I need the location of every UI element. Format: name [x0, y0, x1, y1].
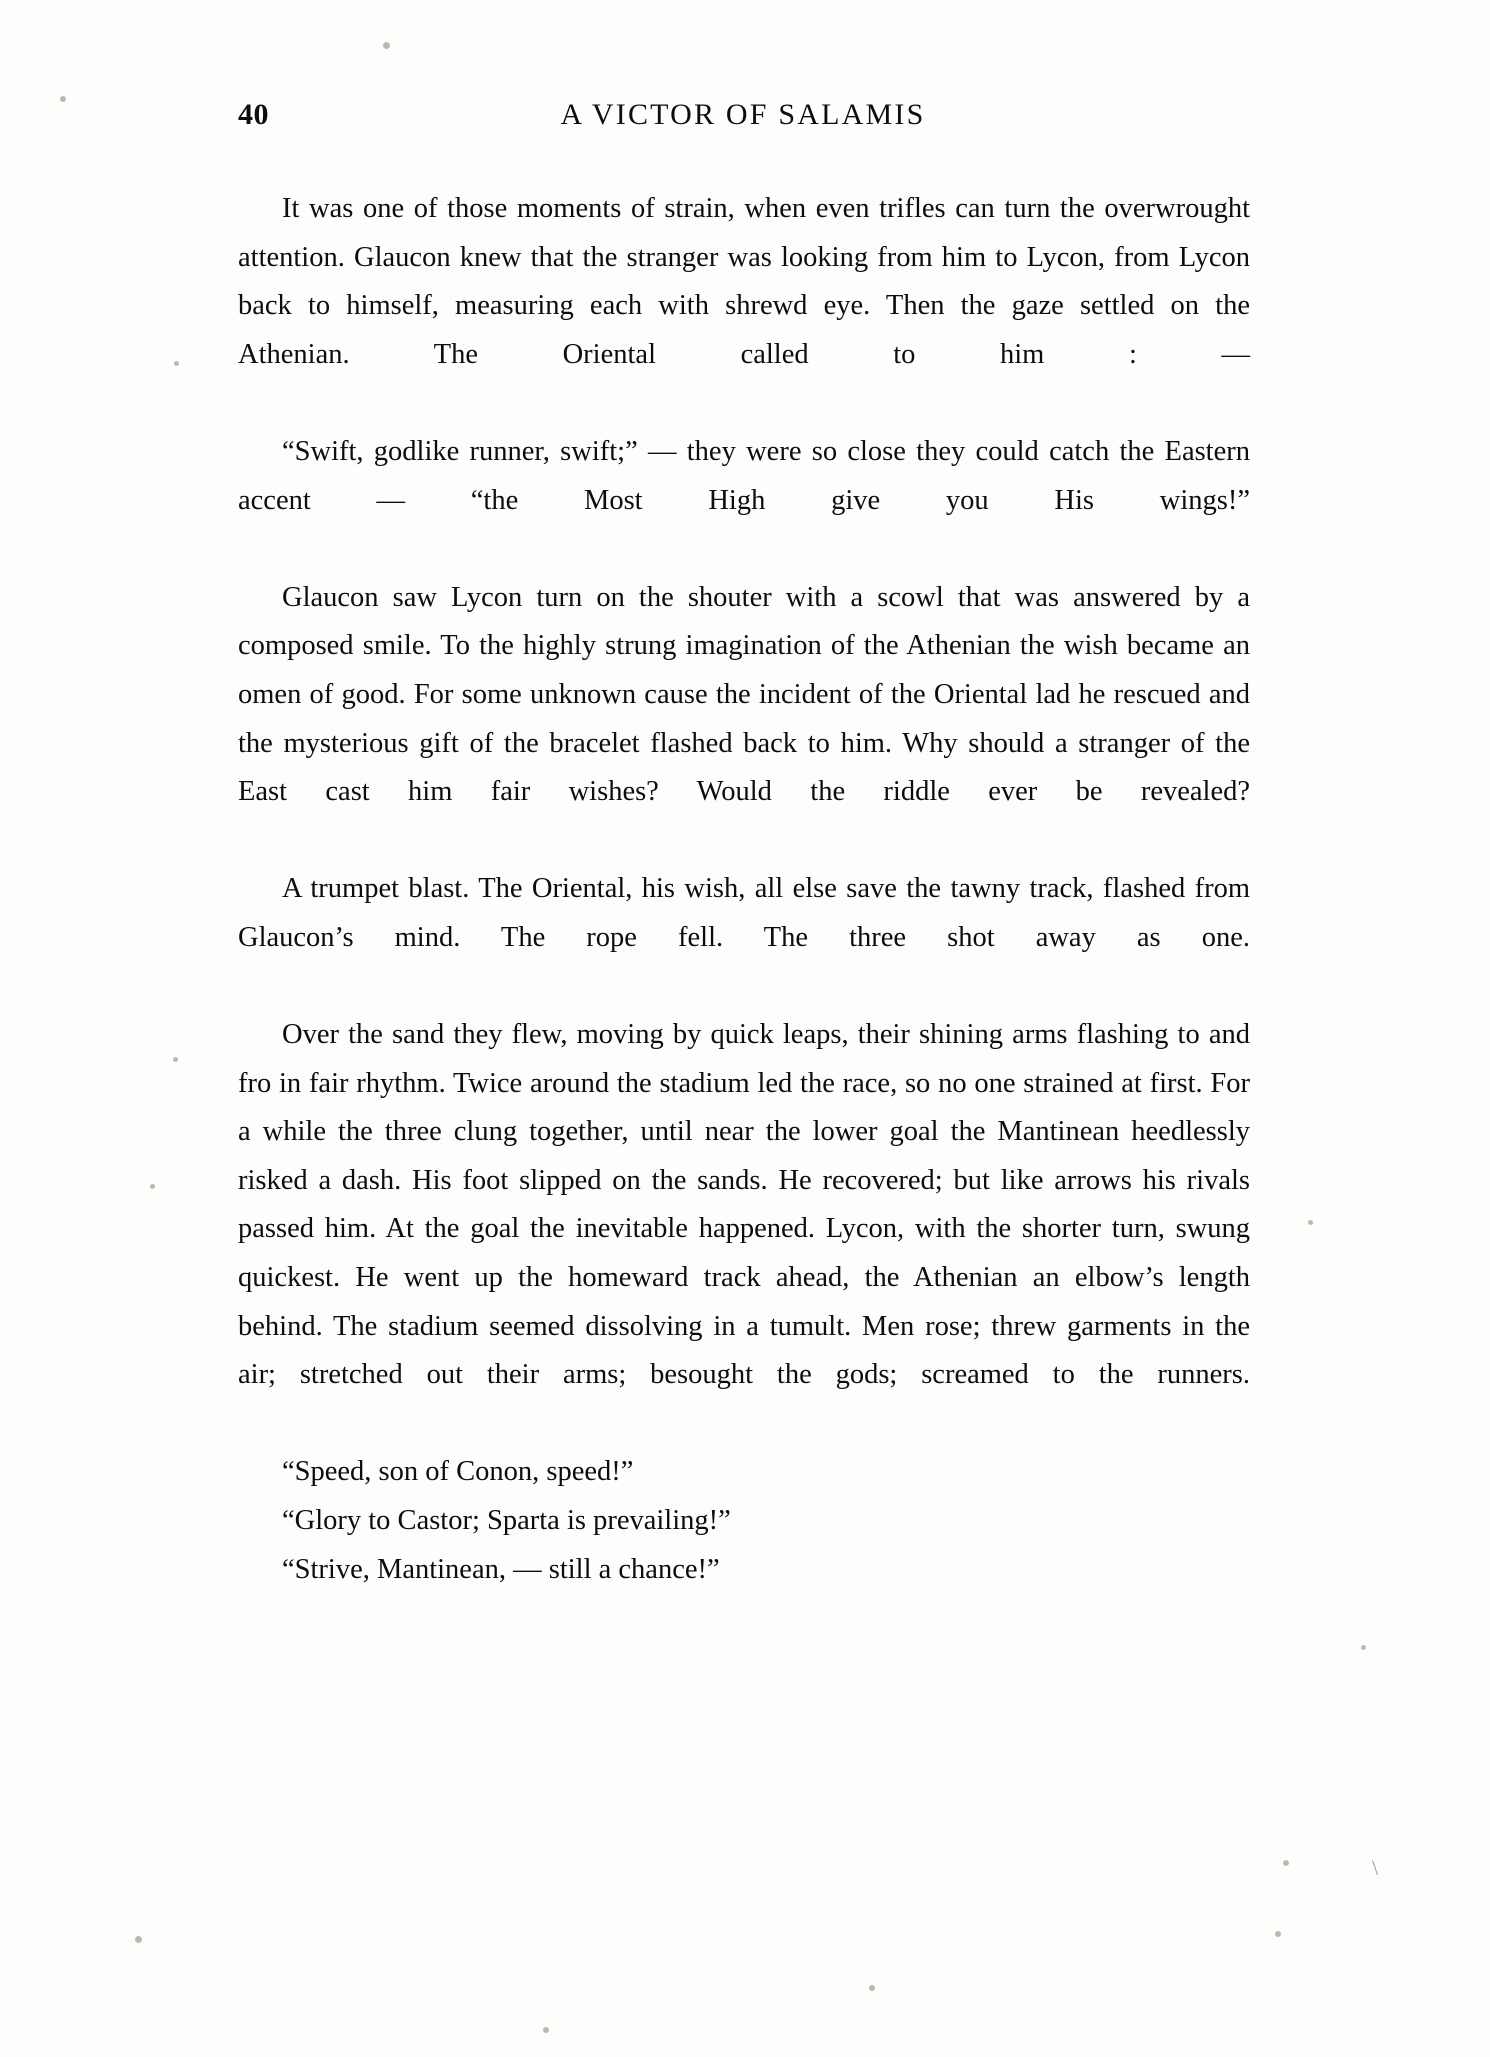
paragraph: Glaucon saw Lycon turn on the shouter with a scowl that was answered by a composed smile. To the highly strung imagination of the Athenian the wish became an omen of good. For some unknown cause the incident of the Oriental lad he rescued and the mysterious gift of the bracelet flashed back to him. Why should a stranger of the East cast him fair wishes? Would the riddle ever be revealed? — [238, 581, 1250, 808]
paper-speck — [173, 1057, 178, 1062]
stray-ink-mark: \ — [1372, 1855, 1379, 1880]
page-header — [238, 98, 1248, 138]
paper-speck — [1275, 1931, 1281, 1937]
paper-speck — [135, 1936, 142, 1943]
paper-speck — [1361, 1645, 1366, 1650]
paper-speck — [869, 1985, 875, 1991]
dialogue-line: “Glory to Castor; Sparta is prevailing!” — [282, 1505, 731, 1537]
page-number: 40 — [238, 98, 269, 131]
paragraph: Over the sand they flew, moving by quick leaps, their shining arms flashing to and fro in fair rhythm. Twice around the stadium led the race, so no one strained at first. For a while the three clung together, until near the lower goal the Mantinean heedlessly risked a dash. His foot slipped on the sands. He recovered; but like arrows his rivals passed him. At the goal the inevitable happened. Lycon, with the shorter turn, swung quickest. He went up the homeward track ahead, the Athenian an elbow’s length behind. The stadium seemed dissolving in a tumult. Men rose; threw garments in the air; stretched out their arms; besought the gods; screamed to the runners. — [238, 1019, 1250, 1391]
body-text — [238, 185, 1250, 1594]
dialogue-line: “Strive, Mantinean, — still a chance!” — [282, 1553, 720, 1585]
paper-speck — [383, 42, 390, 49]
dialogue-line: “Speed, son of Conon, speed!” — [282, 1456, 634, 1488]
paper-speck — [60, 96, 66, 102]
paragraph: A trumpet blast. The Oriental, his wish, all else save the tawny track, flashed from Glaucon’s mind. The rope fell. The three shot away as one. — [238, 873, 1250, 953]
paper-speck — [1283, 1860, 1289, 1866]
paragraph: It was one of those moments of strain, when even trifles can turn the overwrought attention. Glaucon knew that the stranger was looking from him to Lycon, from Lycon back to himself, measuring each with shrewd eye. Then the gaze settled on the Athenian. The Oriental called to him : — — [238, 193, 1250, 370]
running-title: A VICTOR OF SALAMIS — [560, 98, 926, 131]
paragraph: “Swift, godlike runner, swift;” — they were so close they could catch the Eastern accent — “the Most High give you His wings!” — [238, 435, 1250, 516]
paper-speck — [174, 361, 179, 366]
paper-speck — [1308, 1220, 1313, 1225]
paper-speck — [543, 2027, 549, 2033]
paper-speck — [150, 1184, 155, 1189]
